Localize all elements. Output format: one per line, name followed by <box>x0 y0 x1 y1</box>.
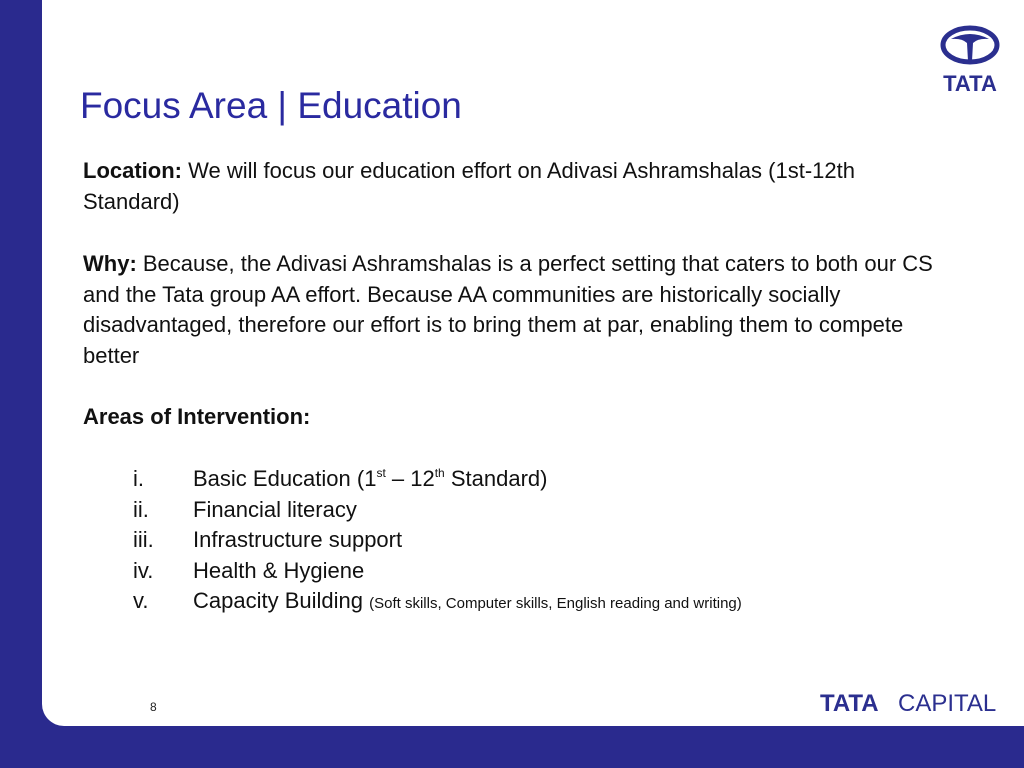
tata-logo-icon <box>931 24 1009 94</box>
areas-heading: Areas of Intervention: <box>83 404 311 429</box>
areas-list <box>83 464 983 617</box>
list-number: iii. <box>133 527 154 552</box>
list-item-text: Financial literacy <box>193 496 357 522</box>
tata-capital-logo <box>820 688 1002 716</box>
list-item-text: Basic Education (1st – 12th Standard) <box>193 466 548 491</box>
list-item <box>83 495 983 526</box>
why-text: Because, the Adivasi Ashramshalas is a perfect setting that caters to both our CS and the Tata group AA effort. Because AA communities are historically socially disadvantaged, therefore our effort is to bring them at par, enabling them to compete better <box>83 251 933 368</box>
list-number: i. <box>133 466 144 491</box>
page-number: 8 <box>150 700 157 714</box>
list-item-text: Health & Hygiene <box>193 557 365 583</box>
tata-capital-brand: TATA <box>820 690 879 716</box>
tata-wordmark: TATA <box>943 71 997 94</box>
list-item <box>83 556 983 587</box>
list-item <box>83 586 983 617</box>
list-item <box>83 464 983 495</box>
location-paragraph <box>83 156 953 217</box>
capacity-note: (Soft skills, Computer skills, English reading and writing) <box>369 595 742 612</box>
list-item-text: Infrastructure support <box>193 527 403 552</box>
list-number: iv. <box>133 557 154 583</box>
tata-capital-suffix: CAPITAL <box>898 690 997 716</box>
slide-title: Focus Area | Education <box>80 85 462 126</box>
why-paragraph <box>83 249 953 371</box>
list-number: ii. <box>133 496 149 522</box>
list-item <box>83 525 983 556</box>
list-number: v. <box>133 588 149 613</box>
location-label: Location: <box>83 158 182 183</box>
location-text: We will focus our education effort on Adivasi Ashramshalas (1st-12th Standard) <box>83 158 855 214</box>
list-item-text: Capacity Building (Soft skills, Computer skills, English reading and writing) <box>193 588 742 613</box>
why-label: Why: <box>83 251 137 276</box>
